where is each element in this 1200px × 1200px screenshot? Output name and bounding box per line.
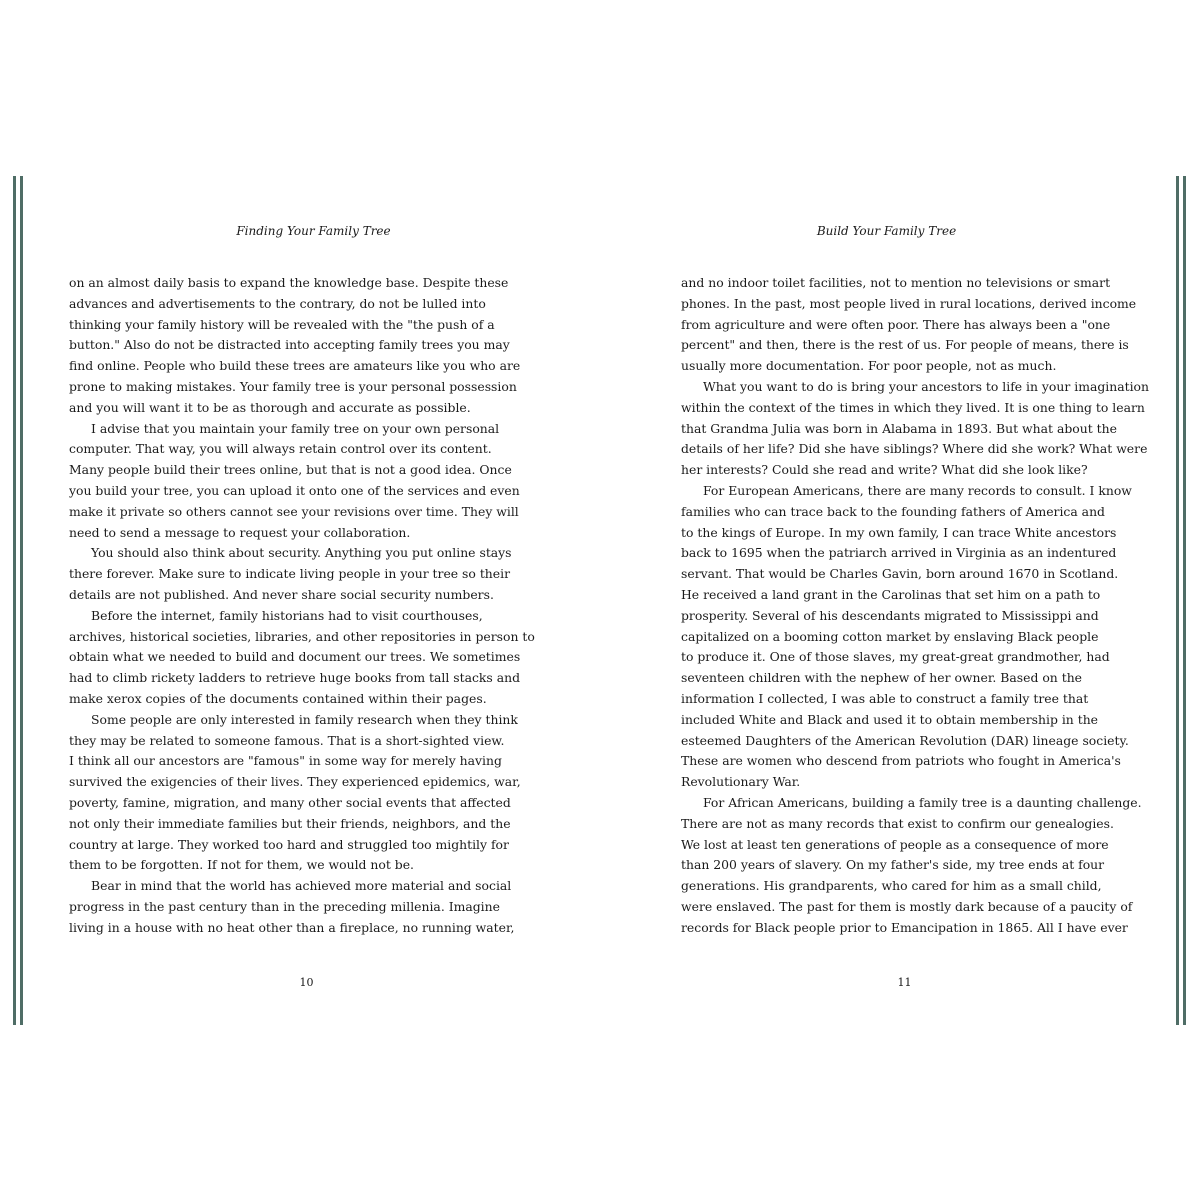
text-line: survived the exigencies of their lives. They experienced epidemics, war,: [69, 774, 521, 790]
right-body-text: [681, 273, 1151, 939]
text-line: You should also think about security. Anything you put online stays: [91, 545, 512, 561]
text-line: to produce it. One of those slaves, my great-great grandmother, had: [681, 649, 1110, 665]
right-page-number: 11: [897, 976, 912, 989]
right-border-rule-outer: [1183, 176, 1186, 1025]
text-line: within the context of the times in which they lived. It is one thing to learn: [681, 399, 1145, 415]
right-page: [600, 176, 1173, 1025]
text-line: Bear in mind that the world has achieved more material and social: [91, 878, 512, 894]
text-line: make xerox copies of the documents contained within their pages.: [69, 690, 487, 706]
left-body-text: [69, 273, 544, 939]
text-line: information I collected, I was able to construct a family tree that: [681, 690, 1089, 706]
text-line: I advise that you maintain your family tree on your own personal: [91, 420, 500, 436]
text-line: prone to making mistakes. Your family tree is your personal possession: [69, 378, 517, 394]
right-border-rule-inner: [1176, 176, 1179, 1025]
text-line: than 200 years of slavery. On my father's side, my tree ends at four: [681, 857, 1105, 873]
text-line: families who can trace back to the founding fathers of America and: [681, 503, 1105, 519]
text-line: capitalized on a booming cotton market by enslaving Black people: [681, 628, 1099, 644]
right-running-head: Build Your Family Tree: [816, 224, 957, 238]
text-line: to the kings of Europe. In my own family, I can trace White ancestors: [681, 524, 1117, 540]
text-line: esteemed Daughters of the American Revolution (DAR) lineage society.: [681, 732, 1129, 748]
text-line: prosperity. Several of his descendants migrated to Mississippi and: [681, 607, 1099, 623]
text-line: her interests? Could she read and write? What did she look like?: [681, 462, 1088, 478]
text-line: For European Americans, there are many records to consult. I know: [703, 482, 1132, 498]
text-line: seventeen children with the nephew of her owner. Based on the: [681, 670, 1083, 686]
text-line: find online. People who build these trees are amateurs like you who are: [69, 358, 521, 374]
text-line: living in a house with no heat other than a fireplace, no running water,: [69, 919, 515, 935]
text-line: had to climb rickety ladders to retrieve huge books from tall stacks and: [69, 670, 521, 686]
text-line: Many people build their trees online, but that is not a good idea. Once: [69, 462, 512, 478]
text-line: poverty, famine, migration, and many other social events that affected: [69, 794, 511, 810]
text-line: them to be forgotten. If not for them, we would not be.: [69, 857, 414, 873]
text-line: back to 1695 when the patriarch arrived in Virginia as an indentured: [681, 545, 1117, 561]
text-line: records for Black people prior to Emancipation in 1865. All I have ever: [681, 919, 1128, 935]
text-line: not only their immediate families but their friends, neighbors, and the: [69, 815, 511, 831]
text-line: and no indoor toilet facilities, not to mention no televisions or smart: [681, 275, 1111, 290]
text-line: These are women who descend from patriots who fought in America's: [681, 753, 1121, 769]
text-line: on an almost daily basis to expand the knowledge base. Despite these: [69, 275, 509, 290]
text-line: I think all our ancestors are "famous" in some way for merely having: [69, 753, 502, 769]
text-line: progress in the past century than in the preceding millenia. Imagine: [69, 898, 500, 914]
text-line: from agriculture and were often poor. There has always been a "one: [681, 316, 1111, 332]
text-line: make it private so others cannot see your revisions over time. They will: [69, 503, 519, 519]
text-line: He received a land grant in the Carolinas that set him on a path to: [681, 586, 1101, 602]
text-line: Revolutionary War.: [681, 774, 801, 790]
text-line: generations. His grandparents, who cared for him as a small child,: [681, 878, 1102, 894]
text-line: servant. That would be Charles Gavin, born around 1670 in Scotland.: [681, 566, 1119, 582]
text-line: need to send a message to request your collaboration.: [69, 524, 411, 540]
text-line: computer. That way, you will always retain control over its content.: [69, 441, 492, 457]
text-line: and you will want it to be as thorough and accurate as possible.: [69, 399, 471, 415]
text-line: For African Americans, building a family tree is a daunting challenge.: [703, 794, 1142, 810]
left-page-number: 10: [299, 976, 314, 989]
text-line: included White and Black and used it to obtain membership in the: [681, 711, 1099, 727]
text-line: button." Also do not be distracted into accepting family trees you may: [69, 337, 510, 353]
text-line: usually more documentation. For poor people, not as much.: [681, 358, 1057, 374]
text-line: details of her life? Did she have siblings? Where did she work? What were: [681, 441, 1148, 457]
text-line: We lost at least ten generations of people as a consequence of more: [681, 836, 1109, 852]
text-line: What you want to do is bring your ancestors to life in your imagination: [703, 378, 1149, 394]
left-border-rule-inner: [20, 176, 23, 1025]
text-line: phones. In the past, most people lived in rural locations, derived income: [681, 295, 1137, 311]
text-line: Some people are only interested in family research when they think: [91, 711, 518, 727]
text-line: advances and advertisements to the contrary, do not be lulled into: [69, 295, 486, 311]
left-running-head: Finding Your Family Tree: [236, 224, 391, 238]
text-line: there forever. Make sure to indicate living people in your tree so their: [69, 566, 510, 582]
left-border-rule-outer: [13, 176, 16, 1025]
left-page: [27, 176, 600, 1025]
text-line: details are not published. And never share social security numbers.: [69, 586, 494, 602]
text-line: percent" and then, there is the rest of us. For people of means, there is: [681, 337, 1129, 353]
text-line: thinking your family history will be revealed with the "the push of a: [69, 316, 495, 332]
text-line: they may be related to someone famous. That is a short-sighted view.: [69, 732, 505, 748]
text-line: Before the internet, family historians had to visit courthouses,: [91, 607, 483, 623]
text-line: were enslaved. The past for them is mostly dark because of a paucity of: [681, 898, 1133, 914]
text-line: There are not as many records that exist to confirm our genealogies.: [681, 815, 1114, 831]
text-line: country at large. They worked too hard and struggled too mightily for: [69, 836, 509, 852]
text-line: obtain what we needed to build and document our trees. We sometimes: [69, 649, 521, 665]
text-line: archives, historical societies, libraries, and other repositories in person to: [69, 628, 535, 644]
text-line: you build your tree, you can upload it onto one of the services and even: [69, 482, 520, 498]
text-line: that Grandma Julia was born in Alabama in 1893. But what about the: [681, 420, 1117, 436]
